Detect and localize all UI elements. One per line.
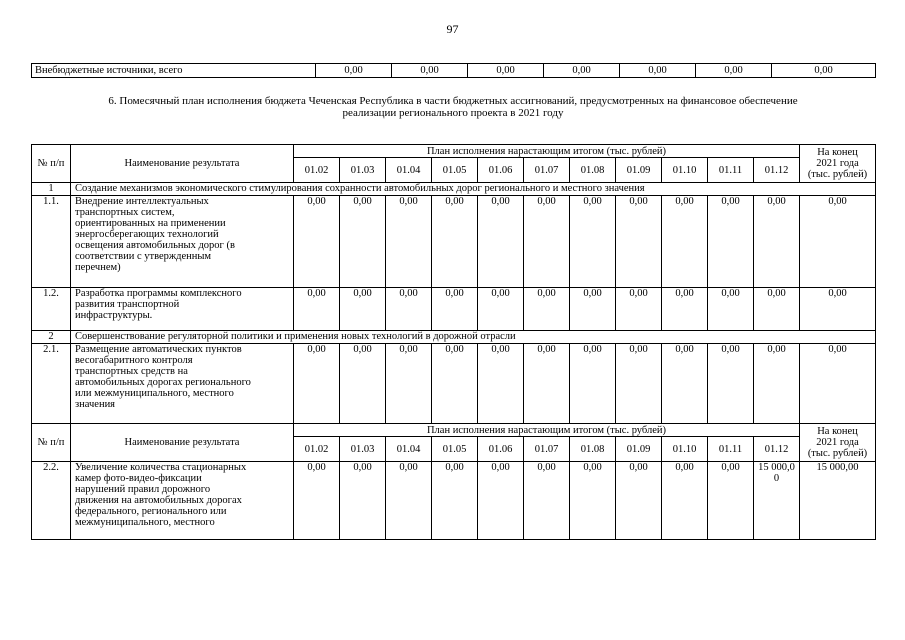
table-header-row (32, 145, 876, 158)
cell-value: 0,00 (570, 344, 616, 424)
cell-value: 0,00 (386, 196, 432, 288)
cell-value: 0,00 (432, 462, 478, 540)
header-month: 01.03 (340, 158, 386, 183)
cell-value: 0,00 (524, 344, 570, 424)
result-name (71, 288, 294, 331)
cell-total: 0,00 (800, 344, 876, 424)
cell-value: 0,00 (340, 344, 386, 424)
name-line: перечнем) (75, 262, 121, 273)
name-line: федерального, регионального или (75, 506, 227, 517)
cell-value: 0,00 (570, 196, 616, 288)
row-num: 1.1. (32, 196, 71, 288)
section-heading: Совершенствование регуляторной политики и применения новых технологий в дорожной отрасли (71, 331, 876, 344)
header-month: 01.10 (662, 158, 708, 183)
name-line: значения (75, 399, 116, 410)
header-month: 01.04 (386, 437, 432, 462)
cell-value: 0,00 (708, 344, 754, 424)
name-line: Разработка программы комплексного (75, 288, 242, 299)
header-month: 01.02 (294, 437, 340, 462)
header-end-line: (тыс. рублей) (807, 448, 868, 459)
header-month: 01.05 (432, 437, 478, 462)
cell-value: 0,00 (432, 288, 478, 331)
header-month: 01.08 (570, 158, 616, 183)
table-row (32, 288, 876, 331)
cell-value: 0,00 (524, 196, 570, 288)
result-name (71, 462, 294, 540)
cell-value: 0,00 (432, 344, 478, 424)
page-number: 97 (446, 22, 459, 36)
header-end-line: 2021 года (816, 437, 859, 448)
cell-value: 0,00 (662, 462, 708, 540)
table-row (32, 462, 876, 540)
cell-total: 0,00 (800, 288, 876, 331)
name-line: движения на автомобильных дорогах (75, 495, 242, 506)
header-month: 01.12 (754, 437, 800, 462)
header-end (800, 145, 876, 183)
name-line: развития транспортной (75, 299, 180, 310)
cell-value: 0,00 (340, 196, 386, 288)
header-month: 01.11 (708, 437, 754, 462)
header-plan: План исполнения нарастающим итогом (тыс. рублей) (294, 424, 800, 437)
header-plan: План исполнения нарастающим итогом (тыс. рублей) (294, 145, 800, 158)
cell-value: 0,00 (754, 288, 800, 331)
cell-value: 0,00 (294, 288, 340, 331)
cell-value: 0,00 (754, 196, 800, 288)
cell-value: 15 000,0 0 (754, 462, 800, 540)
name-line: ориентированных на применении (75, 218, 226, 229)
header-name: Наименование результата (71, 424, 294, 462)
header-num: № п/п (32, 145, 71, 183)
name-line: межмуниципального, местного (75, 517, 215, 528)
table-row (32, 183, 876, 196)
header-month: 01.02 (294, 158, 340, 183)
name-line: автомобильных дорогах регионального (75, 377, 251, 388)
cell-value: 0,00 (708, 462, 754, 540)
name-line: нарушений правил дорожного (75, 484, 211, 495)
cell-value: 0,00 (340, 462, 386, 540)
section-title (30, 95, 876, 119)
header-month: 01.05 (432, 158, 478, 183)
cell-value: 0,00 (386, 288, 432, 331)
header-end (800, 424, 876, 462)
name-line: Внедрение интеллектуальных (75, 196, 209, 207)
header-num: № п/п (32, 424, 71, 462)
row-num: 1.2. (32, 288, 71, 331)
header-month: 01.06 (478, 437, 524, 462)
name-line: энергосберегающих технологий (75, 229, 219, 240)
header-month: 01.12 (754, 158, 800, 183)
name-line: транспортных средств на (75, 366, 188, 377)
table-row (32, 331, 876, 344)
row-num: 2 (32, 331, 71, 344)
cell-value: 0,00 (524, 288, 570, 331)
header-month: 01.07 (524, 158, 570, 183)
budget-plan-table (31, 144, 876, 540)
cell-value: 0,00 (392, 64, 468, 78)
cell-value: 0,00 (708, 196, 754, 288)
cell-value: 0,00 (772, 64, 876, 78)
row-num: 1 (32, 183, 71, 196)
cell-total: 15 000,00 (800, 462, 876, 540)
header-end-line: На конец (817, 147, 858, 158)
row-num: 2.2. (32, 462, 71, 540)
cell-value: 0,00 (570, 462, 616, 540)
cell-value: 0,00 (524, 462, 570, 540)
table-header-row (32, 424, 876, 437)
cell-value: 0,00 (570, 288, 616, 331)
cell-value: 0,00 (662, 344, 708, 424)
name-line: соответствии с утвержденным (75, 251, 212, 262)
header-end-line: 2021 года (816, 158, 859, 169)
header-month: 01.11 (708, 158, 754, 183)
name-line: освещения автомобильных дорог (в (75, 240, 235, 251)
cell-value: 0,00 (662, 196, 708, 288)
cell-value: 0,00 (616, 196, 662, 288)
result-name (71, 196, 294, 288)
cell-value: 0,00 (708, 288, 754, 331)
cell-value: 0,00 (754, 344, 800, 424)
header-month: 01.08 (570, 437, 616, 462)
header-month: 01.09 (616, 158, 662, 183)
cell-value: 0,00 (294, 462, 340, 540)
result-name (71, 344, 294, 424)
cell-value: 0,00 (696, 64, 772, 78)
header-month: 01.07 (524, 437, 570, 462)
cell-value: 0,00 (340, 288, 386, 331)
cell-value: 0,00 (432, 196, 478, 288)
header-month: 01.10 (662, 437, 708, 462)
name-line: Увеличение количества стационарных (75, 462, 247, 473)
cell-value: 0,00 (316, 64, 392, 78)
cell-value: 0,00 (294, 344, 340, 424)
cell-value: 0,00 (386, 462, 432, 540)
header-end-line: (тыс. рублей) (807, 169, 868, 180)
cell-value: 0,00 (468, 64, 544, 78)
cell-total: 0,00 (800, 196, 876, 288)
cell-value: 0,00 (478, 288, 524, 331)
cell-value: 0,00 (616, 462, 662, 540)
section-title-line: реализации регионального проекта в 2021 году (342, 107, 564, 119)
table-row (32, 64, 876, 78)
cell-value: 0,00 (294, 196, 340, 288)
row-label: Внебюджетные источники, всего (32, 64, 316, 78)
name-line: весогабаритного контроля (75, 355, 193, 366)
name-line: или межмуниципального, местного (75, 388, 234, 399)
extrabudget-table (31, 63, 876, 78)
name-line: камер фото-видео-фиксации (75, 473, 202, 484)
header-month: 01.03 (340, 437, 386, 462)
table-row (32, 344, 876, 424)
name-line: транспортных систем, (75, 207, 175, 218)
table-row (32, 196, 876, 288)
header-month: 01.09 (616, 437, 662, 462)
section-title-line: 6. Помесячный план исполнения бюджета Чеченская Республика в части бюджетных ассигнований, предусмотренных на финансовое обеспечение (108, 95, 798, 107)
cell-value: 0,00 (662, 288, 708, 331)
cell-value: 0,00 (616, 288, 662, 331)
name-line: инфраструктуры. (75, 310, 153, 321)
header-month: 01.04 (386, 158, 432, 183)
header-month: 01.06 (478, 158, 524, 183)
cell-value: 0,00 (478, 344, 524, 424)
cell-value: 0,00 (616, 344, 662, 424)
cell-value: 0,00 (478, 196, 524, 288)
header-name: Наименование результата (71, 145, 294, 183)
header-end-line: На конец (817, 426, 858, 437)
section-heading: Создание механизмов экономического стимулирования сохранности автомобильных дорог регионального и местного значения (71, 183, 876, 196)
row-num: 2.1. (32, 344, 71, 424)
cell-value: 0,00 (544, 64, 620, 78)
name-line: Размещение автоматических пунктов (75, 344, 242, 355)
cell-value: 0,00 (478, 462, 524, 540)
cell-value: 0,00 (620, 64, 696, 78)
cell-value: 0,00 (386, 344, 432, 424)
